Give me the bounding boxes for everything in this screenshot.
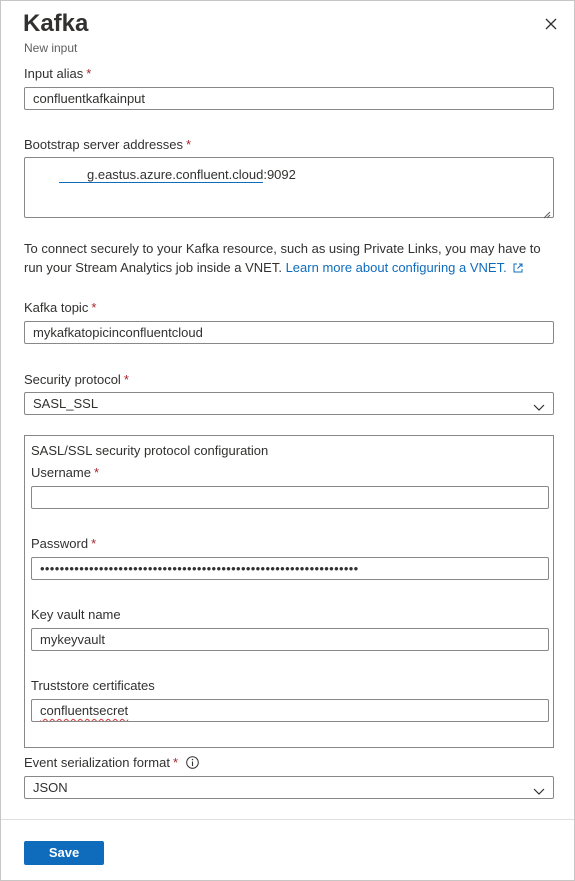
vnet-note: To connect securely to your Kafka resource, such as using Private Links, you may have to run your Stream Analytics job inside a VNET. Learn more about configuring a VNET. bbox=[24, 239, 556, 278]
info-icon[interactable] bbox=[186, 756, 199, 774]
chevron-down-icon bbox=[533, 782, 545, 794]
sasl-group-title: SASL/SSL security protocol configuration bbox=[31, 443, 269, 458]
key-vault-field[interactable]: mykeyvault bbox=[31, 628, 549, 651]
panel-title: Kafka bbox=[23, 10, 89, 37]
sasl-config-group bbox=[24, 435, 554, 748]
save-button[interactable]: Save bbox=[24, 841, 104, 865]
truststore-value: confluentsecret bbox=[40, 703, 129, 718]
username-label: Username * bbox=[31, 465, 100, 480]
password-field[interactable]: ••••••••••••••••••••••••••••••••••••••••••••••••••••••••••••••••• bbox=[31, 557, 549, 580]
password-label: Password * bbox=[31, 536, 97, 551]
close-icon[interactable] bbox=[541, 14, 561, 34]
serialization-label: Event serialization format * bbox=[24, 754, 199, 774]
external-link-icon[interactable] bbox=[513, 259, 523, 278]
truststore-label: Truststore certificates bbox=[31, 678, 155, 693]
security-protocol-select[interactable] bbox=[24, 392, 554, 415]
resize-handle-icon[interactable] bbox=[543, 207, 551, 215]
chevron-down-icon bbox=[533, 398, 545, 410]
bootstrap-value: g.eastus.azure.confluent.cloud:9092 bbox=[59, 166, 296, 183]
input-alias-label: Input alias * bbox=[24, 66, 92, 81]
username-field[interactable] bbox=[31, 486, 549, 509]
vnet-learn-more-link[interactable]: Learn more about configuring a VNET. bbox=[285, 260, 507, 275]
kafka-topic-field[interactable]: mykafkatopicinconfluentcloud bbox=[24, 321, 554, 344]
bootstrap-servers-field[interactable] bbox=[24, 157, 554, 218]
input-alias-field[interactable]: confluentkafkainput bbox=[24, 87, 554, 110]
serialization-value: JSON bbox=[33, 780, 68, 795]
truststore-field[interactable] bbox=[31, 699, 549, 722]
security-protocol-value: SASL_SSL bbox=[33, 396, 99, 411]
footer-divider bbox=[1, 819, 574, 820]
bootstrap-label: Bootstrap server addresses * bbox=[24, 137, 192, 152]
security-protocol-label: Security protocol * bbox=[24, 372, 129, 387]
kafka-topic-label: Kafka topic * bbox=[24, 300, 97, 315]
key-vault-label: Key vault name bbox=[31, 607, 121, 622]
serialization-select[interactable] bbox=[24, 776, 554, 799]
panel-subtitle: New input bbox=[24, 41, 78, 55]
